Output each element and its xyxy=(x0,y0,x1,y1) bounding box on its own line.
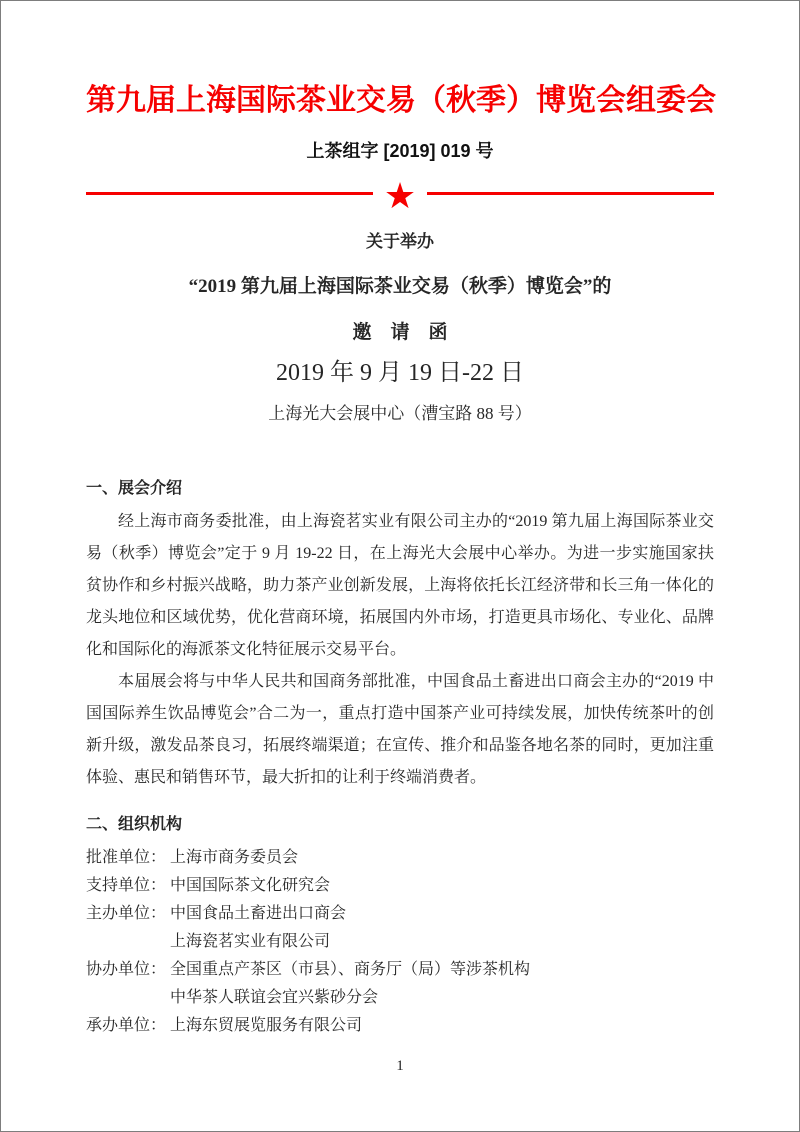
org-row-host-extra xyxy=(86,928,714,956)
org-label: 批准单位： xyxy=(86,849,167,866)
org-value: 上海东贸展览服务有限公司 xyxy=(170,1017,363,1034)
org-row-approver xyxy=(86,844,714,872)
org-label: 支持单位： xyxy=(86,877,167,894)
org-row-undertaker xyxy=(86,1012,714,1040)
org-value: 中国国际茶文化研究会 xyxy=(170,877,331,894)
header-divider xyxy=(86,176,714,217)
org-label: 协办单位： xyxy=(86,961,167,978)
org-row-coorganizer-extra xyxy=(86,984,714,1012)
org-row-supporter xyxy=(86,872,714,900)
document-content xyxy=(1,1,799,1040)
star-icon: ★ xyxy=(383,176,417,217)
org-value: 中华茶人联谊会宜兴紫砂分会 xyxy=(170,989,379,1006)
event-date: 2019 年 9 月 19 日-22 日 xyxy=(276,360,524,386)
page-number: 1 xyxy=(396,1058,404,1074)
divider-line-left xyxy=(86,192,373,195)
org-row-host xyxy=(86,900,714,928)
org-label: 主办单位： xyxy=(86,905,167,922)
subject-line-about: 关于举办 xyxy=(366,232,434,251)
doc-number: 上茶组字 [2019] 019 号 xyxy=(306,141,494,161)
section-title-organization: 二、组织机构 xyxy=(86,816,183,833)
intro-paragraph-2: 本届展会将与中华人民共和国商务部批准，中国食品土畜进出口商会主办的“2019 中国国际养生饮品博览会”合二为一，重点打造中国茶产业可持续发展，加快传统茶叶的创新升级，激发品茶良习，拓展终端渠道；在宣传、推介和品鉴各地名茶的同时，更加注重体验、惠民和销售环节，最大折扣的让利于终端消费者。 xyxy=(86,673,714,786)
subject-line-expo-name: “2019 第九届上海国际茶业交易（秋季）博览会”的 xyxy=(188,276,612,297)
org-value: 全国重点产茶区（市县）、商务厅（局）等涉茶机构 xyxy=(170,961,531,978)
intro-paragraph-1: 经上海市商务委批准，由上海瓷茗实业有限公司主办的“2019 第九届上海国际茶业交易（秋季）博览会”定于 9 月 19-22 日，在上海光大会展中心举办。为进一步实施国家扶贫协作和乡村振兴战略，助力茶产业创新发展，上海将依托长江经济带和长三角一体化的龙头地位和区域优势，优化营商环境，拓展国内外市场，打造更具市场化、专业化、品牌化和国际化的海派茶文化特征展示交易平台。 xyxy=(86,513,714,658)
organization-list xyxy=(86,844,714,1040)
org-row-coorganizer xyxy=(86,956,714,984)
org-label: 承办单位： xyxy=(86,1017,167,1034)
divider-line-right xyxy=(427,192,714,195)
event-venue: 上海光大会展中心（漕宝路 88 号） xyxy=(268,404,532,423)
org-value: 中国食品土畜进出口商会 xyxy=(170,905,347,922)
org-value: 上海瓷茗实业有限公司 xyxy=(170,933,331,950)
committee-title: 第九届上海国际茶业交易（秋季）博览会组委会 xyxy=(86,84,716,117)
subject-block xyxy=(86,230,714,426)
subject-line-invitation: 邀 请 函 xyxy=(352,322,448,343)
org-value: 上海市商务委员会 xyxy=(170,849,299,866)
section-title-intro: 一、展会介绍 xyxy=(86,480,183,497)
